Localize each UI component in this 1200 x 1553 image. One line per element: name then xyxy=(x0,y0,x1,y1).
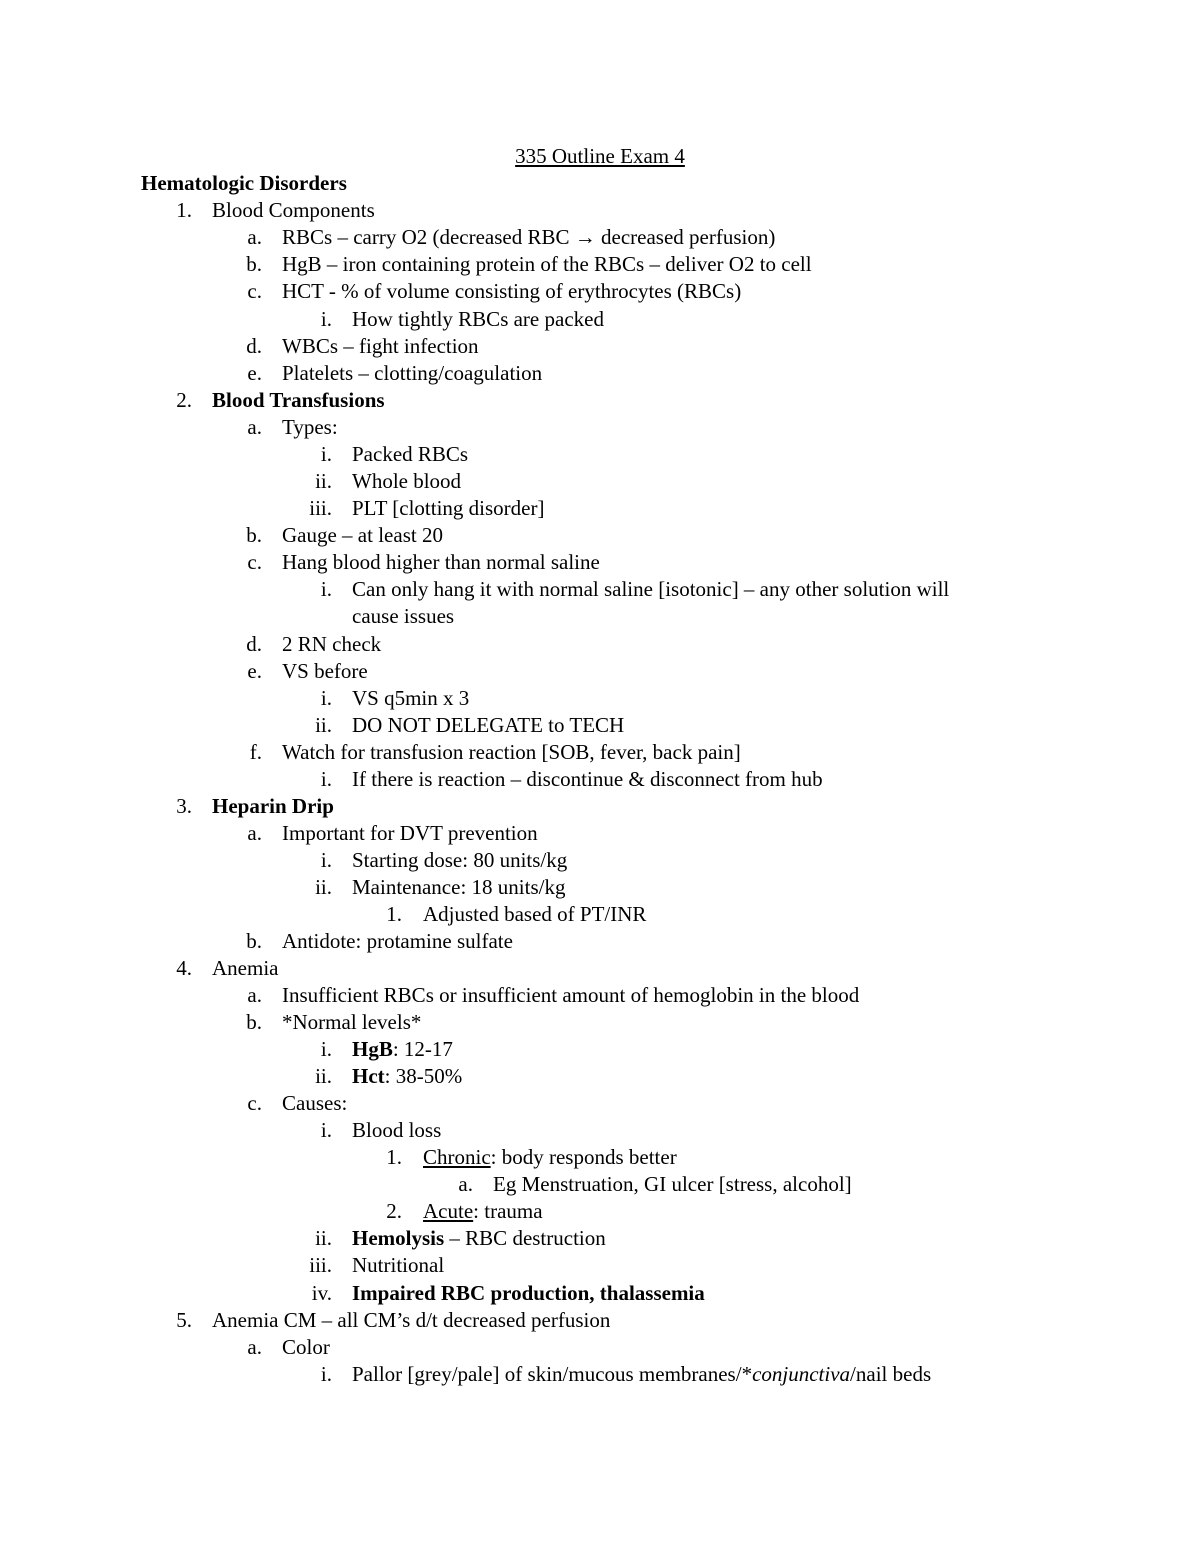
list-marker: i. xyxy=(320,1362,332,1386)
item-text: HgB – iron containing protein of the RBCs – deliver O2 to cell xyxy=(282,252,812,276)
item-text: Color xyxy=(282,1335,330,1359)
item-text: Watch for transfusion reaction [SOB, fever, back pain] xyxy=(282,740,741,764)
item-text: How tightly RBCs are packed xyxy=(352,307,604,331)
list-marker: iii. xyxy=(309,496,332,520)
item-label: Hemolysis xyxy=(352,1226,445,1250)
item-text: Anemia xyxy=(212,956,279,980)
item-text-part: : 12-17 xyxy=(392,1037,453,1061)
list-marker: ii. xyxy=(315,1064,332,1088)
list-marker: 2. xyxy=(386,1199,402,1223)
list-marker: a. xyxy=(247,1335,262,1359)
item-text: Impaired RBC production, thalassemia xyxy=(352,1281,705,1305)
item-text: Important for DVT prevention xyxy=(282,821,538,845)
list-marker: iii. xyxy=(309,1253,332,1277)
list-marker: d. xyxy=(246,334,262,358)
list-marker: a. xyxy=(247,225,262,249)
item-text-part: RBCs – carry O2 (decreased RBC xyxy=(282,225,575,249)
item-text: Platelets – clotting/coagulation xyxy=(282,361,543,385)
item-text: Types: xyxy=(282,415,338,439)
item-text: *Normal levels* xyxy=(282,1010,422,1034)
list-marker: ii. xyxy=(315,875,332,899)
list-marker: a. xyxy=(458,1172,473,1196)
list-marker: i. xyxy=(320,1118,332,1142)
list-marker: i. xyxy=(320,1037,332,1061)
list-marker: 3. xyxy=(176,794,192,818)
list-marker: 4. xyxy=(176,956,192,980)
item-text xyxy=(352,1036,453,1063)
item-text: Nutritional xyxy=(352,1253,445,1277)
item-text: Blood loss xyxy=(352,1118,442,1142)
item-text: Starting dose: 80 units/kg xyxy=(352,848,568,872)
item-text: Blood Components xyxy=(212,198,375,222)
list-marker: i. xyxy=(320,577,332,601)
item-text: If there is reaction – discontinue & disconnect from hub xyxy=(352,767,823,791)
item-label: Acute xyxy=(423,1199,474,1223)
list-marker: i. xyxy=(320,442,332,466)
item-text: Causes: xyxy=(282,1091,348,1115)
list-marker: i. xyxy=(320,686,332,710)
item-text-part: : trauma xyxy=(473,1199,543,1223)
list-marker: a. xyxy=(247,821,262,845)
item-text: Antidote: protamine sulfate xyxy=(282,929,513,953)
item-text xyxy=(423,1144,677,1171)
list-marker: ii. xyxy=(315,713,332,737)
item-text: Adjusted based of PT/INR xyxy=(423,902,647,926)
document-title: 335 Outline Exam 4 xyxy=(515,144,685,168)
list-marker: 1. xyxy=(386,1145,402,1169)
item-text: HCT - % of volume consisting of erythrocytes (RBCs) xyxy=(282,279,742,303)
list-marker: 2. xyxy=(176,388,192,412)
list-marker: i. xyxy=(320,767,332,791)
item-text-part: : body responds better xyxy=(490,1145,677,1169)
item-label: Chronic xyxy=(423,1145,491,1169)
item-text xyxy=(352,1361,931,1388)
list-marker: c. xyxy=(247,1091,262,1115)
item-text: Eg Menstruation, GI ulcer [stress, alcohol] xyxy=(493,1172,852,1196)
arrow-right-icon: → xyxy=(574,225,596,249)
list-marker: ii. xyxy=(315,469,332,493)
item-text: Can only hang it with normal saline [isotonic] – any other solution will xyxy=(352,577,950,601)
item-text xyxy=(423,1198,543,1225)
item-text-part: – RBC destruction xyxy=(444,1226,606,1250)
list-marker: e. xyxy=(247,659,262,683)
list-marker: i. xyxy=(320,848,332,872)
item-text: VS before xyxy=(282,659,368,683)
list-marker: 5. xyxy=(176,1308,192,1332)
list-marker: b. xyxy=(246,252,262,276)
list-marker: e. xyxy=(247,361,262,385)
item-text: cause issues xyxy=(352,604,455,628)
item-text-part: decreased perfusion) xyxy=(595,225,776,249)
list-marker: c. xyxy=(247,279,262,303)
item-label: HgB xyxy=(352,1037,393,1061)
item-text: Whole blood xyxy=(352,469,462,493)
list-marker: b. xyxy=(246,1010,262,1034)
item-text-part: /nail beds xyxy=(850,1362,932,1386)
item-text: Maintenance: 18 units/kg xyxy=(352,875,566,899)
item-text: PLT [clotting disorder] xyxy=(352,496,545,520)
item-text-part: : 38-50% xyxy=(384,1064,463,1088)
item-text xyxy=(352,1225,606,1252)
item-text-part: Pallor [grey/pale] of skin/mucous membranes/* xyxy=(352,1362,753,1386)
list-marker: d. xyxy=(246,632,262,656)
list-marker: a. xyxy=(247,415,262,439)
item-label: Hct xyxy=(352,1064,385,1088)
item-text: WBCs – fight infection xyxy=(282,334,479,358)
item-text: 2 RN check xyxy=(282,632,382,656)
list-marker: 1. xyxy=(386,902,402,926)
item-text: Heparin Drip xyxy=(212,794,334,818)
item-text xyxy=(282,224,775,251)
list-marker: 1. xyxy=(176,198,192,222)
list-marker: ii. xyxy=(315,1226,332,1250)
item-text xyxy=(352,1063,462,1090)
item-text: DO NOT DELEGATE to TECH xyxy=(352,713,625,737)
list-marker: iv. xyxy=(311,1281,332,1305)
section-heading: Hematologic Disorders xyxy=(141,171,347,195)
list-marker: b. xyxy=(246,523,262,547)
list-marker: c. xyxy=(247,550,262,574)
list-marker: i. xyxy=(320,307,332,331)
item-text: Blood Transfusions xyxy=(212,388,385,412)
item-text: Hang blood higher than normal saline xyxy=(282,550,600,574)
list-marker: f. xyxy=(249,740,262,764)
list-marker: a. xyxy=(247,983,262,1007)
list-marker: b. xyxy=(246,929,262,953)
item-text-emphasis: conjunctiva xyxy=(752,1362,851,1386)
item-text: Packed RBCs xyxy=(352,442,469,466)
item-text: Gauge – at least 20 xyxy=(282,523,443,547)
item-text: Insufficient RBCs or insufficient amount of hemoglobin in the blood xyxy=(282,983,860,1007)
item-text: VS q5min x 3 xyxy=(352,686,470,710)
item-text: Anemia CM – all CM’s d/t decreased perfusion xyxy=(212,1308,611,1332)
